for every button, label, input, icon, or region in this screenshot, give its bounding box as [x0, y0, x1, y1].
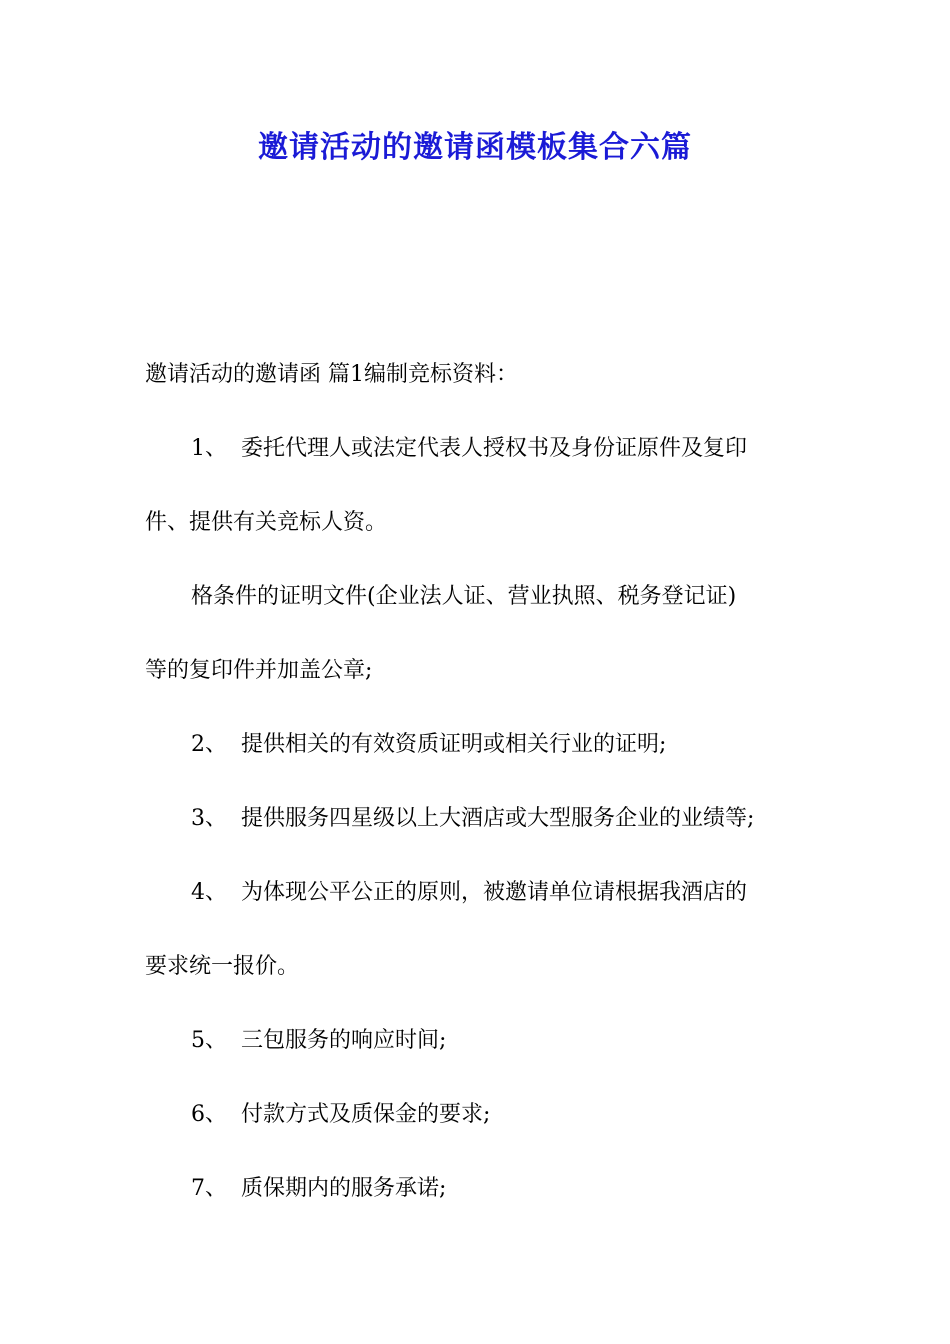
paragraph-text: 件、提供有关竞标人资。 [145, 510, 388, 535]
item-number: 1、 [191, 436, 227, 461]
item-number: 5、 [191, 1028, 227, 1053]
paragraph-text: 质保期内的服务承诺; [241, 1176, 447, 1201]
document-body [145, 338, 810, 1226]
paragraph-qualification-continued [145, 634, 810, 708]
item-number: 4、 [191, 880, 227, 905]
paragraph-item-1-continued [145, 486, 810, 560]
paragraph-item-2 [145, 708, 810, 782]
paragraph-item-4 [145, 856, 810, 930]
paragraph-item-1 [145, 412, 810, 486]
item-number: 7、 [191, 1176, 227, 1201]
paragraph-text: 付款方式及质保金的要求; [241, 1102, 491, 1127]
item-number: 3、 [191, 806, 227, 831]
paragraph-item-5 [145, 1004, 810, 1078]
paragraph-item-3 [145, 782, 810, 856]
paragraph-item-6 [145, 1078, 810, 1152]
paragraph-text: 要求统一报价。 [145, 954, 300, 979]
paragraph-text: 格条件的证明文件(企业法人证、营业执照、税务登记证) [191, 584, 737, 609]
paragraph-text: 委托代理人或法定代表人授权书及身份证原件及复印 [241, 436, 748, 461]
paragraph-qualification [145, 560, 810, 634]
paragraph-item-7 [145, 1152, 810, 1226]
paragraph-text: 等的复印件并加盖公章; [145, 658, 373, 683]
paragraph-text: 为体现公平公正的原则，被邀请单位请根据我酒店的 [241, 880, 748, 905]
item-number: 2、 [191, 732, 227, 757]
paragraph-item-4-continued [145, 930, 810, 1004]
paragraph-intro [145, 338, 810, 412]
paragraph-text: 提供服务四星级以上大酒店或大型服务企业的业绩等; [241, 806, 755, 831]
paragraph-text: 提供相关的有效资质证明或相关行业的证明; [241, 732, 667, 757]
document-title: 邀请活动的邀请函模板集合六篇 [258, 130, 692, 165]
item-number: 6、 [191, 1102, 227, 1127]
paragraph-text: 邀请活动的邀请函 篇1编制竞标资料： [145, 362, 518, 387]
paragraph-text: 三包服务的响应时间; [241, 1028, 447, 1053]
